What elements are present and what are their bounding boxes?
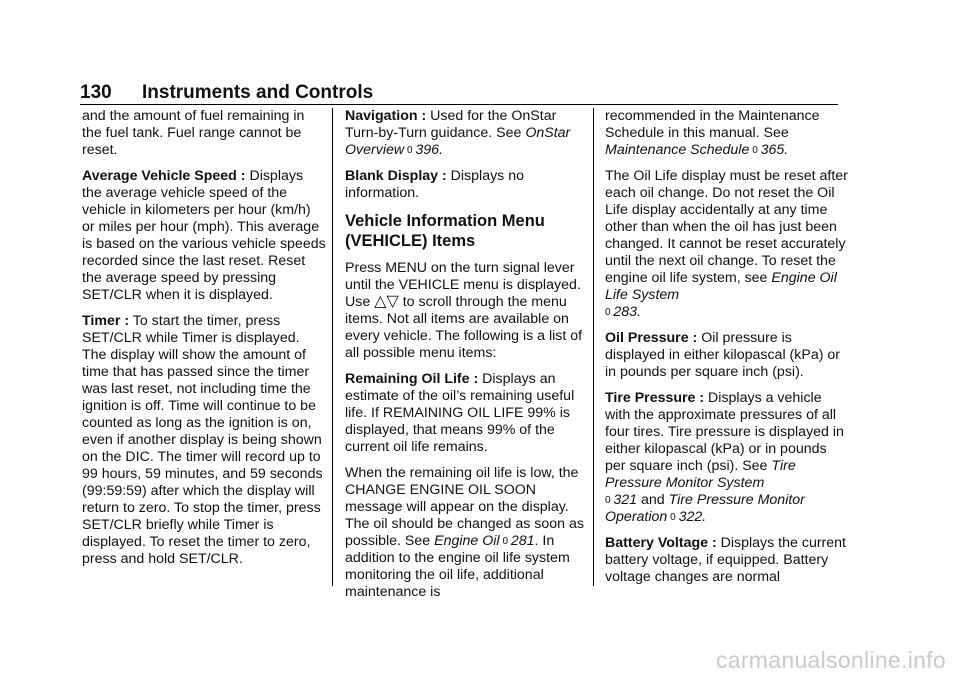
tire-pressure-term: Tire Pressure :	[605, 390, 705, 406]
page-ref-number[interactable]: 365	[760, 142, 785, 158]
average-speed-term: Average Vehicle Speed :	[82, 168, 246, 184]
page-header	[80, 82, 838, 104]
page-ref-number[interactable]: 281	[510, 533, 535, 549]
remaining-oil-paragraph: Remaining Oil Life : Displays an estimate of the oil’s remaining useful life. If REMAINING OIL LIFE 99% is displayed, that means 99% of the current oil life remains.	[345, 371, 575, 455]
maintenance-paragraph: recommended in the Maintenance Schedule in this manual. See Maintenance Schedule 0 365.	[605, 108, 820, 158]
page-ref-number[interactable]: 322	[678, 509, 703, 525]
page-ref-icon: 0	[406, 145, 413, 156]
blank-display-term: Blank Display :	[345, 168, 447, 184]
timer-term: Timer :	[82, 313, 130, 329]
timer-paragraph: Timer : To start the timer, press SET/CLR while Timer is displayed. The display will show the amount of time that has passed since the timer was last reset, not including time the ignition is off. Time will continue to be counted as long as the ignition is on, even if another display is being shown on the DIC. The timer will record up to 99 hours, 59 minutes, and 59 seconds (99:59:59) after which the display will return to zero. To stop the timer, press SET/CLR briefly while Timer is displayed. To reset the timer to zero, press and hold SET/CLR.	[82, 313, 323, 567]
column-2	[345, 108, 589, 610]
column-1	[82, 108, 326, 577]
remaining-oil-term: Remaining Oil Life :	[345, 371, 479, 387]
battery-voltage-term: Battery Voltage :	[605, 535, 717, 551]
column-3	[605, 108, 849, 595]
average-speed-paragraph: Average Vehicle Speed : Displays the average vehicle speed of the vehicle in kilometers per hour (km/h) or miles per hour (mph). This average is based on the various vehicle speeds recorded since the last reset. Reset the average speed by pressing SET/CLR when it is displayed.	[82, 168, 326, 303]
chapter-title: Instruments and Controls	[142, 82, 374, 103]
tire-pressure-paragraph: Tire Pressure : Displays a vehicle with the approximate pressures of all four tires. Tire pressure is displayed in either kilopascal (kPa) or in pounds per square inch (psi). See Tire Pressure Monitor System 0 321 and Tire Pressure Monitor Operation 0 322.	[605, 390, 844, 525]
page-ref-number[interactable]: 396	[415, 142, 440, 158]
section-heading: Vehicle Information Menu (VEHICLE) Items	[345, 212, 545, 250]
oil-pressure-term: Oil Pressure :	[605, 330, 698, 346]
tpms-operation-link[interactable]: Tire Pressure Monitor Operation	[605, 492, 805, 525]
column-divider-2	[593, 108, 594, 586]
page-ref-icon: 0	[752, 145, 758, 156]
navigation-paragraph: Navigation : Used for the OnStar Turn-by-Turn guidance. See OnStar Overview 0 396.	[345, 108, 571, 158]
oil-life-reset-paragraph: The Oil Life display must be reset after each oil change. Do not reset the Oil Life display accidentally at any time other than when the oil has just been changed. It cannot be reset accurately until the next oil change. To reset the engine oil life system, see Engine Oil Life System 0 283.	[605, 168, 848, 320]
blank-display-paragraph: Blank Display : Displays no information.	[345, 168, 524, 201]
oil-pressure-paragraph: Oil Pressure : Oil pressure is displayed in either kilopascal (kPa) or in pounds per square inch (psi).	[605, 330, 840, 380]
page-number: 130	[80, 82, 112, 103]
watermark: carmanualsonline.info	[715, 647, 946, 673]
page-ref-number[interactable]: 321	[613, 492, 638, 508]
battery-voltage-paragraph: Battery Voltage : Displays the current battery voltage, if equipped. Battery voltage changes are normal	[605, 535, 847, 585]
page-ref-icon: 0	[670, 512, 676, 523]
page-ref-icon: 0	[605, 495, 611, 506]
page-ref-icon: 0	[502, 536, 508, 547]
menu-paragraph: Press MENU on the turn signal lever until the VEHICLE menu is displayed. Use △▽ to scroll through the menu items. Not all items are available on every vehicle. The following is a list of all possible menu items:	[345, 260, 583, 361]
maintenance-schedule-link[interactable]: Maintenance Schedule	[605, 142, 750, 158]
navigation-term: Navigation :	[345, 108, 427, 124]
scroll-down-icon: ▽	[386, 293, 399, 310]
page-ref-icon: 0	[605, 307, 611, 318]
oil-life-system-link[interactable]: Engine Oil Life System	[605, 270, 837, 303]
tpms-system-link[interactable]: Tire Pressure Monitor System	[605, 458, 796, 491]
scroll-up-icon: △	[374, 293, 387, 310]
onstar-overview-link[interactable]: OnStar Overview	[345, 125, 571, 158]
engine-oil-link[interactable]: Engine Oil	[434, 533, 500, 549]
page-ref-number[interactable]: 283	[613, 304, 638, 320]
oil-low-paragraph: When the remaining oil life is low, the CHANGE ENGINE OIL SOON message will appear on the display. The oil should be changed as soon as possible. See Engine Oil 0 281. In addition to the engine oil life system monitoring the oil life, additional maintenance is	[345, 465, 584, 600]
header-rule	[80, 104, 838, 105]
fuel-range-continuation: and the amount of fuel remaining in the fuel tank. Fuel range cannot be reset.	[82, 108, 305, 158]
column-divider-1	[332, 108, 333, 586]
